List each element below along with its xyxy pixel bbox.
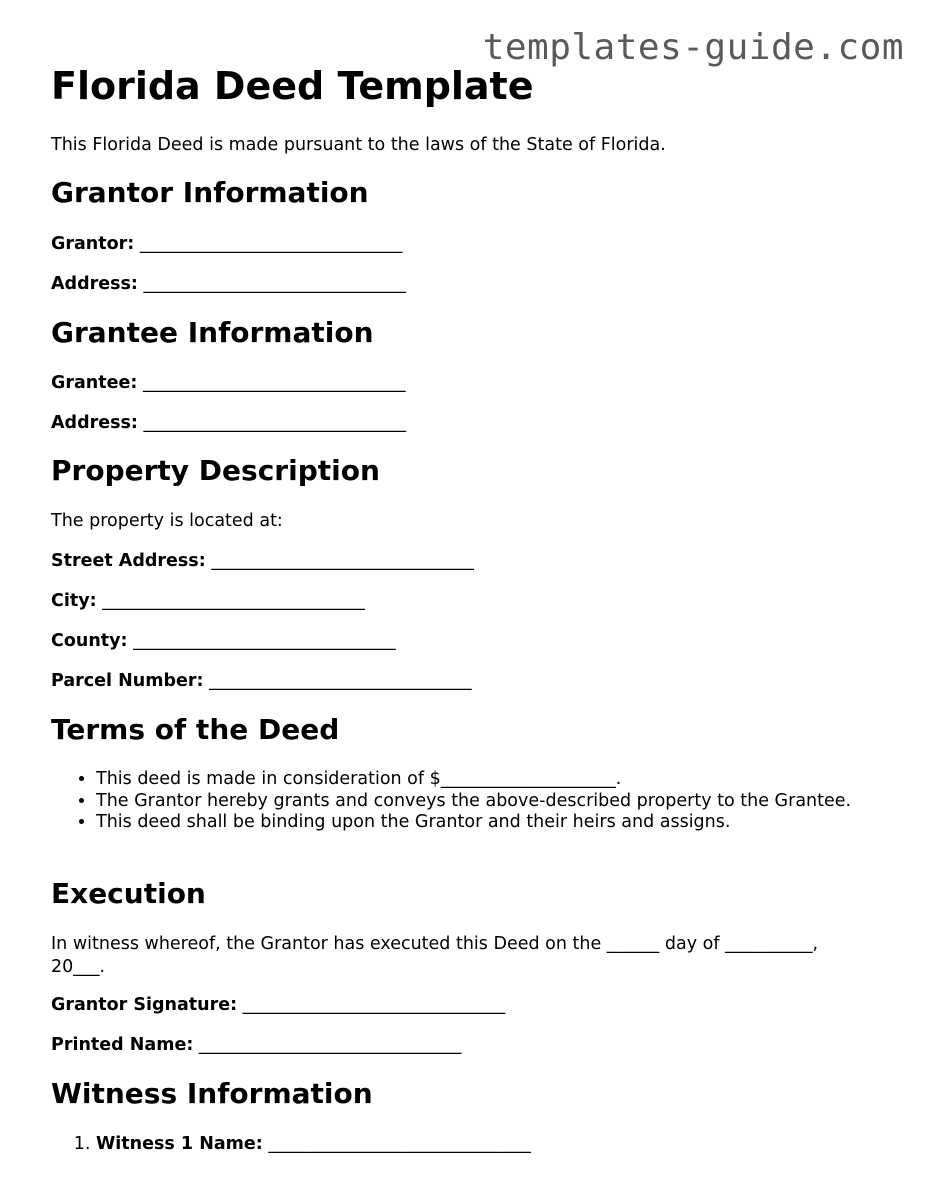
parcel-number-label: Parcel Number: — [51, 671, 204, 691]
grantor-address-field[interactable] — [51, 273, 406, 296]
grantor-address-label: Address: — [51, 274, 138, 294]
property-heading: Property Description — [51, 454, 380, 487]
parcel-number-field[interactable] — [51, 670, 472, 693]
witness-1-label: Witness 1 Name: — [96, 1134, 263, 1154]
printed-name-blank[interactable]: ______________________________ — [198, 1035, 462, 1055]
terms-item-binding: • This deed shall be binding upon the Grantor and their heirs and assigns. — [96, 812, 876, 834]
county-field[interactable] — [51, 630, 396, 653]
grantee-address-label: Address: — [51, 413, 138, 433]
grantor-signature-label: Grantor Signature: — [51, 995, 238, 1015]
grantee-address-blank[interactable]: ______________________________ — [143, 413, 407, 433]
grantee-heading: Grantee Information — [51, 316, 374, 349]
city-blank[interactable]: ______________________________ — [102, 591, 365, 611]
county-blank[interactable]: ______________________________ — [133, 631, 396, 651]
street-address-blank[interactable]: ______________________________ — [211, 551, 474, 571]
property-intro: The property is located at: — [51, 511, 283, 531]
street-address-label: Street Address: — [51, 551, 206, 571]
grantor-heading: Grantor Information — [51, 176, 369, 209]
witness-1-blank[interactable]: ______________________________ — [268, 1134, 531, 1154]
terms-heading: Terms of the Deed — [51, 713, 340, 746]
page-title: Florida Deed Template — [51, 64, 534, 108]
grantor-field[interactable] — [51, 233, 402, 256]
grantor-signature-blank[interactable]: ______________________________ — [242, 995, 506, 1015]
printed-name-label: Printed Name: — [51, 1035, 194, 1055]
execution-text: In witness whereof, the Grantor has executed this Deed on the ______ day of __________, 20___. — [51, 934, 819, 977]
execution-heading: Execution — [51, 877, 206, 910]
city-field[interactable] — [51, 590, 365, 613]
printed-name-field[interactable] — [51, 1034, 461, 1057]
grantee-blank[interactable]: ______________________________ — [142, 373, 406, 393]
grantee-field[interactable] — [51, 372, 405, 395]
terms-item-conveyance: • The Grantor hereby grants and conveys the above-described property to the Grantee. — [96, 791, 876, 813]
watermark: templates-guide.com — [482, 27, 904, 68]
witness-item[interactable] — [96, 1133, 876, 1156]
witness-heading: Witness Information — [51, 1077, 373, 1110]
grantor-signature-field[interactable] — [51, 994, 505, 1017]
grantor-address-blank[interactable]: ______________________________ — [143, 274, 407, 294]
street-address-field[interactable] — [51, 550, 474, 573]
grantor-blank[interactable]: ______________________________ — [139, 234, 403, 254]
city-label: City: — [51, 591, 97, 611]
intro-text: This Florida Deed is made pursuant to the laws of the State of Florida. — [51, 135, 666, 155]
grantor-label: Grantor: — [51, 234, 135, 254]
terms-list — [51, 769, 876, 834]
terms-item-consideration: • This deed is made in consideration of $____________________. — [96, 769, 876, 791]
grantee-label: Grantee: — [51, 373, 138, 393]
grantee-address-field[interactable] — [51, 412, 406, 435]
witness-list — [51, 1133, 876, 1156]
parcel-number-blank[interactable]: ______________________________ — [209, 671, 472, 691]
county-label: County: — [51, 631, 128, 651]
